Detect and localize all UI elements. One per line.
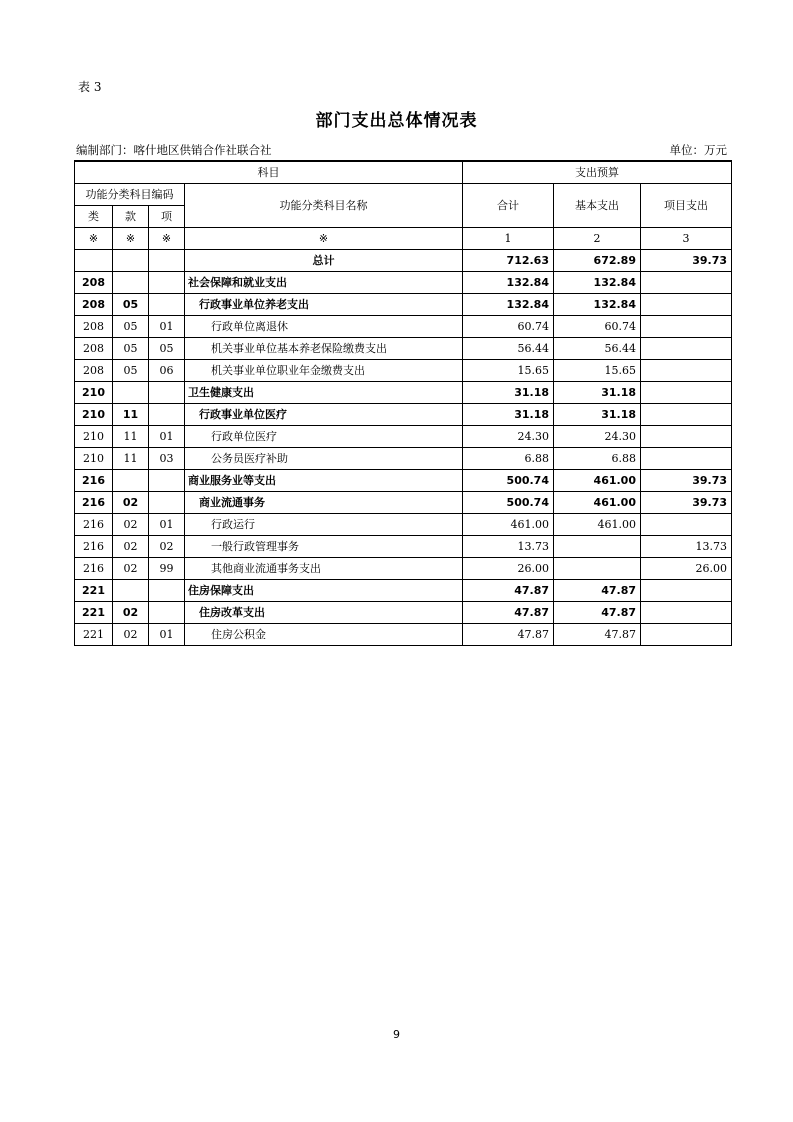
row-kuan: 11 [113, 404, 149, 426]
row-xiang: 05 [149, 338, 185, 360]
row-project [641, 382, 732, 404]
col-index-1: 1 [463, 228, 554, 250]
row-kuan: 11 [113, 426, 149, 448]
row-lei: 216 [75, 470, 113, 492]
row-project: 26.00 [641, 558, 732, 580]
total-xiang [149, 250, 185, 272]
page-title: 部门支出总体情况表 [315, 111, 478, 131]
row-total: 26.00 [463, 558, 554, 580]
mark-lei: ※ [75, 228, 113, 250]
row-total: 31.18 [463, 382, 554, 404]
row-total: 15.65 [463, 360, 554, 382]
row-basic: 6.88 [554, 448, 641, 470]
row-basic: 15.65 [554, 360, 641, 382]
table-row [75, 536, 732, 558]
table-row [75, 338, 732, 360]
table-row [75, 514, 732, 536]
row-name: 社会保障和就业支出 [185, 272, 463, 294]
row-basic: 47.87 [554, 602, 641, 624]
total-lei [75, 250, 113, 272]
row-project [641, 272, 732, 294]
row-total: 132.84 [463, 294, 554, 316]
row-xiang: 01 [149, 426, 185, 448]
row-name: 住房公积金 [185, 624, 463, 646]
row-xiang: 03 [149, 448, 185, 470]
row-basic [554, 536, 641, 558]
row-name: 机关事业单位基本养老保险缴费支出 [185, 338, 463, 360]
table-row [75, 316, 732, 338]
row-xiang: 01 [149, 316, 185, 338]
row-lei: 208 [75, 316, 113, 338]
mark-xiang: ※ [149, 228, 185, 250]
row-project [641, 294, 732, 316]
header-project: 项目支出 [641, 184, 732, 228]
row-basic: 56.44 [554, 338, 641, 360]
row-kuan [113, 382, 149, 404]
header-func-code: 功能分类科目编码 [75, 184, 185, 206]
row-basic: 31.18 [554, 404, 641, 426]
row-lei: 210 [75, 448, 113, 470]
row-xiang: 01 [149, 514, 185, 536]
row-kuan: 05 [113, 316, 149, 338]
row-kuan [113, 470, 149, 492]
row-lei: 208 [75, 360, 113, 382]
row-total: 500.74 [463, 470, 554, 492]
row-name: 卫生健康支出 [185, 382, 463, 404]
row-name: 行政事业单位医疗 [185, 404, 463, 426]
row-kuan: 11 [113, 448, 149, 470]
table-row [75, 426, 732, 448]
row-lei: 216 [75, 514, 113, 536]
header-budget: 支出预算 [463, 161, 732, 184]
row-name: 住房改革支出 [185, 602, 463, 624]
row-kuan: 02 [113, 536, 149, 558]
header-subject: 科目 [75, 161, 463, 184]
department-label: 编制部门：喀什地区供销合作社联合社 [76, 143, 272, 157]
table-row [75, 448, 732, 470]
row-total: 500.74 [463, 492, 554, 514]
header-kuan: 款 [113, 206, 149, 228]
row-lei: 216 [75, 536, 113, 558]
header-total: 合计 [463, 184, 554, 228]
table-row [75, 470, 732, 492]
row-name: 一般行政管理事务 [185, 536, 463, 558]
row-xiang [149, 272, 185, 294]
row-total: 60.74 [463, 316, 554, 338]
row-basic: 461.00 [554, 514, 641, 536]
mark-name: ※ [185, 228, 463, 250]
mark-kuan: ※ [113, 228, 149, 250]
row-project [641, 316, 732, 338]
table-row [75, 580, 732, 602]
table-row [75, 492, 732, 514]
row-total: 24.30 [463, 426, 554, 448]
header-row-2 [75, 184, 732, 206]
row-project [641, 602, 732, 624]
row-total: 47.87 [463, 602, 554, 624]
row-basic: 47.87 [554, 624, 641, 646]
row-xiang [149, 580, 185, 602]
unit-label: 单位：万元 [669, 143, 727, 157]
row-kuan [113, 580, 149, 602]
row-project [641, 338, 732, 360]
row-name: 行政事业单位养老支出 [185, 294, 463, 316]
row-total: 47.87 [463, 624, 554, 646]
row-basic: 132.84 [554, 272, 641, 294]
row-total: 13.73 [463, 536, 554, 558]
table-row [75, 360, 732, 382]
row-name: 行政运行 [185, 514, 463, 536]
row-project [641, 404, 732, 426]
row-lei: 221 [75, 624, 113, 646]
row-kuan: 02 [113, 624, 149, 646]
row-name: 公务员医疗补助 [185, 448, 463, 470]
table-row [75, 624, 732, 646]
row-xiang [149, 382, 185, 404]
row-lei: 216 [75, 492, 113, 514]
row-total: 31.18 [463, 404, 554, 426]
row-xiang [149, 470, 185, 492]
row-project [641, 426, 732, 448]
row-total: 132.84 [463, 272, 554, 294]
row-project [641, 580, 732, 602]
expenditure-table [74, 160, 732, 646]
header-func-name: 功能分类科目名称 [185, 184, 463, 228]
row-basic: 60.74 [554, 316, 641, 338]
row-lei: 216 [75, 558, 113, 580]
row-basic: 31.18 [554, 382, 641, 404]
row-kuan: 05 [113, 338, 149, 360]
header-row-1 [75, 161, 732, 184]
col-index-3: 3 [641, 228, 732, 250]
row-lei: 210 [75, 426, 113, 448]
row-lei: 208 [75, 338, 113, 360]
row-xiang [149, 294, 185, 316]
total-basic: 672.89 [554, 250, 641, 272]
table-row [75, 272, 732, 294]
row-basic: 47.87 [554, 580, 641, 602]
row-basic: 461.00 [554, 492, 641, 514]
row-total: 47.87 [463, 580, 554, 602]
total-row [75, 250, 732, 272]
header-basic: 基本支出 [554, 184, 641, 228]
col-index-2: 2 [554, 228, 641, 250]
table-row [75, 404, 732, 426]
table-row [75, 558, 732, 580]
row-project: 39.73 [641, 492, 732, 514]
row-kuan: 05 [113, 294, 149, 316]
page-number: 9 [393, 1028, 400, 1041]
row-lei: 210 [75, 382, 113, 404]
row-lei: 208 [75, 294, 113, 316]
row-xiang: 99 [149, 558, 185, 580]
row-project: 13.73 [641, 536, 732, 558]
row-lei: 210 [75, 404, 113, 426]
row-total: 461.00 [463, 514, 554, 536]
row-project [641, 624, 732, 646]
row-project: 39.73 [641, 470, 732, 492]
total-label: 总计 [185, 250, 463, 272]
table-row [75, 382, 732, 404]
row-lei: 221 [75, 580, 113, 602]
row-kuan: 05 [113, 360, 149, 382]
row-kuan: 02 [113, 492, 149, 514]
row-lei: 208 [75, 272, 113, 294]
header-row-4 [75, 228, 732, 250]
row-kuan: 02 [113, 558, 149, 580]
row-name: 机关事业单位职业年金缴费支出 [185, 360, 463, 382]
header-lei: 类 [75, 206, 113, 228]
row-name: 行政单位医疗 [185, 426, 463, 448]
table-row [75, 294, 732, 316]
row-xiang [149, 492, 185, 514]
row-name: 住房保障支出 [185, 580, 463, 602]
row-lei: 221 [75, 602, 113, 624]
row-project [641, 360, 732, 382]
row-total: 6.88 [463, 448, 554, 470]
row-project [641, 514, 732, 536]
row-xiang [149, 404, 185, 426]
row-kuan: 02 [113, 602, 149, 624]
row-name: 商业流通事务 [185, 492, 463, 514]
row-basic: 461.00 [554, 470, 641, 492]
total-project: 39.73 [641, 250, 732, 272]
row-total: 56.44 [463, 338, 554, 360]
row-project [641, 448, 732, 470]
row-name: 其他商业流通事务支出 [185, 558, 463, 580]
row-kuan: 02 [113, 514, 149, 536]
total-total: 712.63 [463, 250, 554, 272]
row-basic [554, 558, 641, 580]
row-name: 行政单位离退休 [185, 316, 463, 338]
row-xiang: 01 [149, 624, 185, 646]
table-row [75, 602, 732, 624]
row-xiang: 06 [149, 360, 185, 382]
row-basic: 24.30 [554, 426, 641, 448]
row-name: 商业服务业等支出 [185, 470, 463, 492]
header-xiang: 项 [149, 206, 185, 228]
total-kuan [113, 250, 149, 272]
row-kuan [113, 272, 149, 294]
row-basic: 132.84 [554, 294, 641, 316]
row-xiang: 02 [149, 536, 185, 558]
row-xiang [149, 602, 185, 624]
table-number-label: 表 3 [78, 80, 102, 94]
